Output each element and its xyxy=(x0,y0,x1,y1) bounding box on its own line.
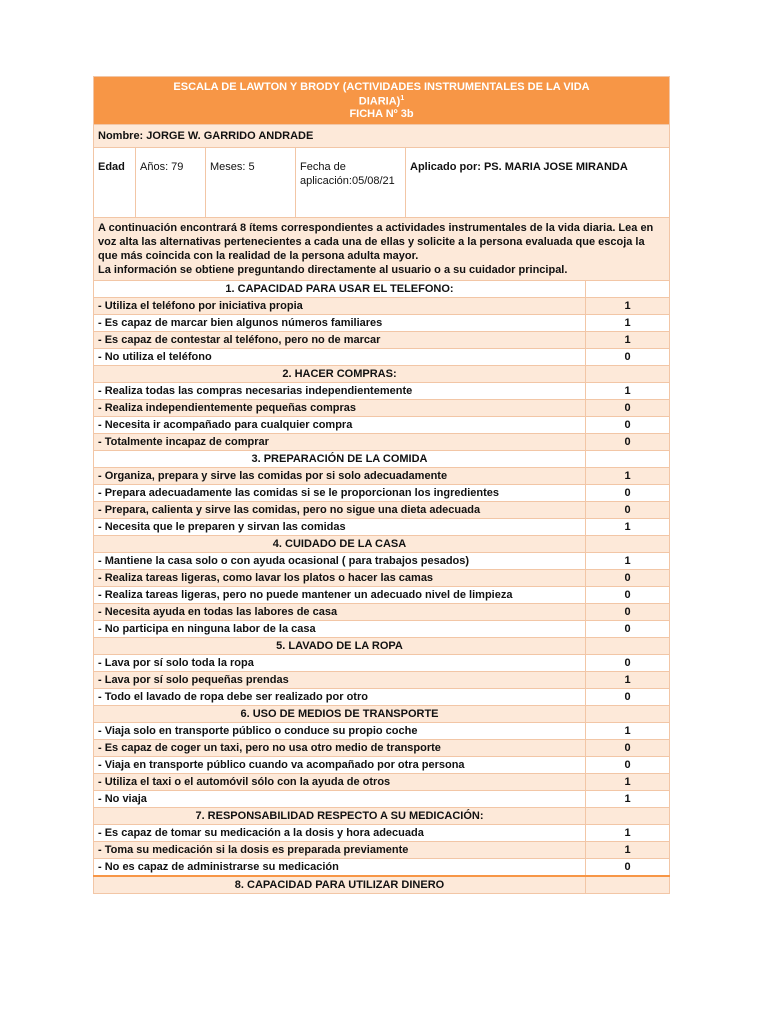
item-text: - Viaja solo en transporte público o conduce su propio coche xyxy=(94,722,586,739)
section-header xyxy=(94,876,670,894)
section-header xyxy=(94,637,670,654)
footnote-marker: 1 xyxy=(400,95,405,102)
item-score: 1 xyxy=(586,382,670,399)
item-text: - Toma su medicación si la dosis es preparada previamente xyxy=(94,841,586,858)
item-text: - Es capaz de marcar bien algunos números familiares xyxy=(94,314,586,331)
assessment-table xyxy=(93,76,670,894)
item-row xyxy=(94,314,670,331)
aplicado-por: Aplicado por: PS. MARIA JOSE MIRANDA xyxy=(406,147,670,217)
section-score-cell xyxy=(586,705,670,722)
item-score: 1 xyxy=(586,773,670,790)
item-score: 1 xyxy=(586,790,670,807)
item-row xyxy=(94,603,670,620)
section-score-cell xyxy=(586,637,670,654)
item-score: 0 xyxy=(586,620,670,637)
item-score: 1 xyxy=(586,722,670,739)
section-title: 4. CUIDADO DE LA CASA xyxy=(94,535,586,552)
item-row xyxy=(94,756,670,773)
item-text: - Lava por sí solo toda la ropa xyxy=(94,654,586,671)
item-row xyxy=(94,552,670,569)
item-score: 0 xyxy=(586,739,670,756)
item-row xyxy=(94,518,670,535)
item-row xyxy=(94,858,670,876)
item-score: 0 xyxy=(586,756,670,773)
section-title: 8. CAPACIDAD PARA UTILIZAR DINERO xyxy=(94,876,586,894)
item-row xyxy=(94,671,670,688)
item-row xyxy=(94,824,670,841)
instructions-text: A continuación encontrará 8 ítems correspondientes a actividades instrumentales de la vida diaria. Lea en voz alta las alternativas pertenecientes a cada una de ellas y solicite a la persona evaluada que escoja la que más coincida con la realidad de la persona adulta mayor. xyxy=(98,221,654,262)
section-title: 3. PREPARACIÓN DE LA COMIDA xyxy=(94,450,586,467)
item-text: - Viaja en transporte público cuando va acompañado por otra persona xyxy=(94,756,586,773)
section-title: 1. CAPACIDAD PARA USAR EL TELEFONO: xyxy=(94,280,586,297)
item-row xyxy=(94,297,670,314)
section-title: 6. USO DE MEDIOS DE TRANSPORTE xyxy=(94,705,586,722)
section-header xyxy=(94,280,670,297)
item-row xyxy=(94,416,670,433)
form-title-line1: ESCALA DE LAWTON Y BRODY (ACTIVIDADES INSTRUMENTALES DE LA VIDA xyxy=(173,81,590,93)
instructions-source: La información se obtiene preguntando directamente al usuario o a su cuidador principal. xyxy=(98,263,568,276)
item-score: 1 xyxy=(586,331,670,348)
item-text: - Realiza todas las compras necesarias independientemente xyxy=(94,382,586,399)
item-text: - No participa en ninguna labor de la casa xyxy=(94,620,586,637)
patient-name: Nombre: JORGE W. GARRIDO ANDRADE xyxy=(94,124,670,147)
item-score: 0 xyxy=(586,688,670,705)
item-score: 1 xyxy=(586,671,670,688)
item-row xyxy=(94,399,670,416)
section-score-cell xyxy=(586,876,670,894)
item-text: - Realiza independientemente pequeñas compras xyxy=(94,399,586,416)
section-header xyxy=(94,450,670,467)
item-text: - Mantiene la casa solo o con ayuda ocasional ( para trabajos pesados) xyxy=(94,552,586,569)
item-row xyxy=(94,841,670,858)
item-score: 0 xyxy=(586,484,670,501)
section-score-cell xyxy=(586,535,670,552)
item-row xyxy=(94,484,670,501)
item-row xyxy=(94,331,670,348)
item-score: 0 xyxy=(586,416,670,433)
section-score-cell xyxy=(586,280,670,297)
item-score: 1 xyxy=(586,552,670,569)
item-score: 0 xyxy=(586,501,670,518)
item-row xyxy=(94,620,670,637)
item-text: - Todo el lavado de ropa debe ser realizado por otro xyxy=(94,688,586,705)
item-text: - Utiliza el taxi o el automóvil sólo con la ayuda de otros xyxy=(94,773,586,790)
item-row xyxy=(94,467,670,484)
section-score-cell xyxy=(586,807,670,824)
item-score: 0 xyxy=(586,569,670,586)
section-header xyxy=(94,365,670,382)
item-text: - Necesita que le preparen y sirvan las comidas xyxy=(94,518,586,535)
item-score: 0 xyxy=(586,348,670,365)
item-text: - Lava por sí solo pequeñas prendas xyxy=(94,671,586,688)
section-title: 7. RESPONSABILIDAD RESPECTO A SU MEDICACIÓN: xyxy=(94,807,586,824)
item-score: 0 xyxy=(586,858,670,876)
item-text: - Prepara, calienta y sirve las comidas, pero no sigue una dieta adecuada xyxy=(94,501,586,518)
item-text: - Realiza tareas ligeras, como lavar los platos o hacer las camas xyxy=(94,569,586,586)
item-text: - Realiza tareas ligeras, pero no puede mantener un adecuado nivel de limpieza xyxy=(94,586,586,603)
item-text: - Totalmente incapaz de comprar xyxy=(94,433,586,450)
item-row xyxy=(94,348,670,365)
item-score: 1 xyxy=(586,824,670,841)
item-score: 0 xyxy=(586,433,670,450)
item-row xyxy=(94,569,670,586)
item-score: 1 xyxy=(586,841,670,858)
item-score: 0 xyxy=(586,603,670,620)
item-text: - Es capaz de tomar su medicación a la dosis y hora adecuada xyxy=(94,824,586,841)
item-text: - Prepara adecuadamente las comidas si se le proporcionan los ingredientes xyxy=(94,484,586,501)
item-text: - No viaja xyxy=(94,790,586,807)
item-text: - Organiza, prepara y sirve las comidas por si solo adecuadamente xyxy=(94,467,586,484)
section-header xyxy=(94,705,670,722)
form-header xyxy=(94,77,670,125)
item-score: 0 xyxy=(586,654,670,671)
item-score: 1 xyxy=(586,314,670,331)
section-score-cell xyxy=(586,450,670,467)
item-score: 1 xyxy=(586,518,670,535)
item-row xyxy=(94,654,670,671)
lawton-brody-form xyxy=(93,76,669,894)
item-row xyxy=(94,433,670,450)
instructions xyxy=(94,217,670,280)
item-row xyxy=(94,739,670,756)
form-title-line2: DIARIA) xyxy=(358,95,401,108)
item-score: 0 xyxy=(586,399,670,416)
section-score-cell xyxy=(586,365,670,382)
item-text: - Utiliza el teléfono por iniciativa propia xyxy=(94,297,586,314)
section-header xyxy=(94,535,670,552)
item-text: - Necesita ir acompañado para cualquier compra xyxy=(94,416,586,433)
form-subtitle: FICHA Nº 3b xyxy=(349,107,414,120)
item-row xyxy=(94,688,670,705)
item-row xyxy=(94,722,670,739)
section-header xyxy=(94,807,670,824)
item-text: - Necesita ayuda en todas las labores de casa xyxy=(94,603,586,620)
item-row xyxy=(94,501,670,518)
edad-label: Edad xyxy=(94,147,136,217)
item-text: - No es capaz de administrarse su medicación xyxy=(94,858,586,876)
item-score: 0 xyxy=(586,586,670,603)
fecha-aplicacion: Fecha de aplicación:05/08/21 xyxy=(296,147,406,217)
section-title: 5. LAVADO DE LA ROPA xyxy=(94,637,586,654)
item-score: 1 xyxy=(586,297,670,314)
edad-anos: Años: 79 xyxy=(136,147,206,217)
item-row xyxy=(94,773,670,790)
item-text: - Es capaz de contestar al teléfono, pero no de marcar xyxy=(94,331,586,348)
item-score: 1 xyxy=(586,467,670,484)
item-row xyxy=(94,586,670,603)
item-row xyxy=(94,382,670,399)
section-title: 2. HACER COMPRAS: xyxy=(94,365,586,382)
item-row xyxy=(94,790,670,807)
edad-meses: Meses: 5 xyxy=(206,147,296,217)
item-text: - No utiliza el teléfono xyxy=(94,348,586,365)
item-text: - Es capaz de coger un taxi, pero no usa otro medio de transporte xyxy=(94,739,586,756)
